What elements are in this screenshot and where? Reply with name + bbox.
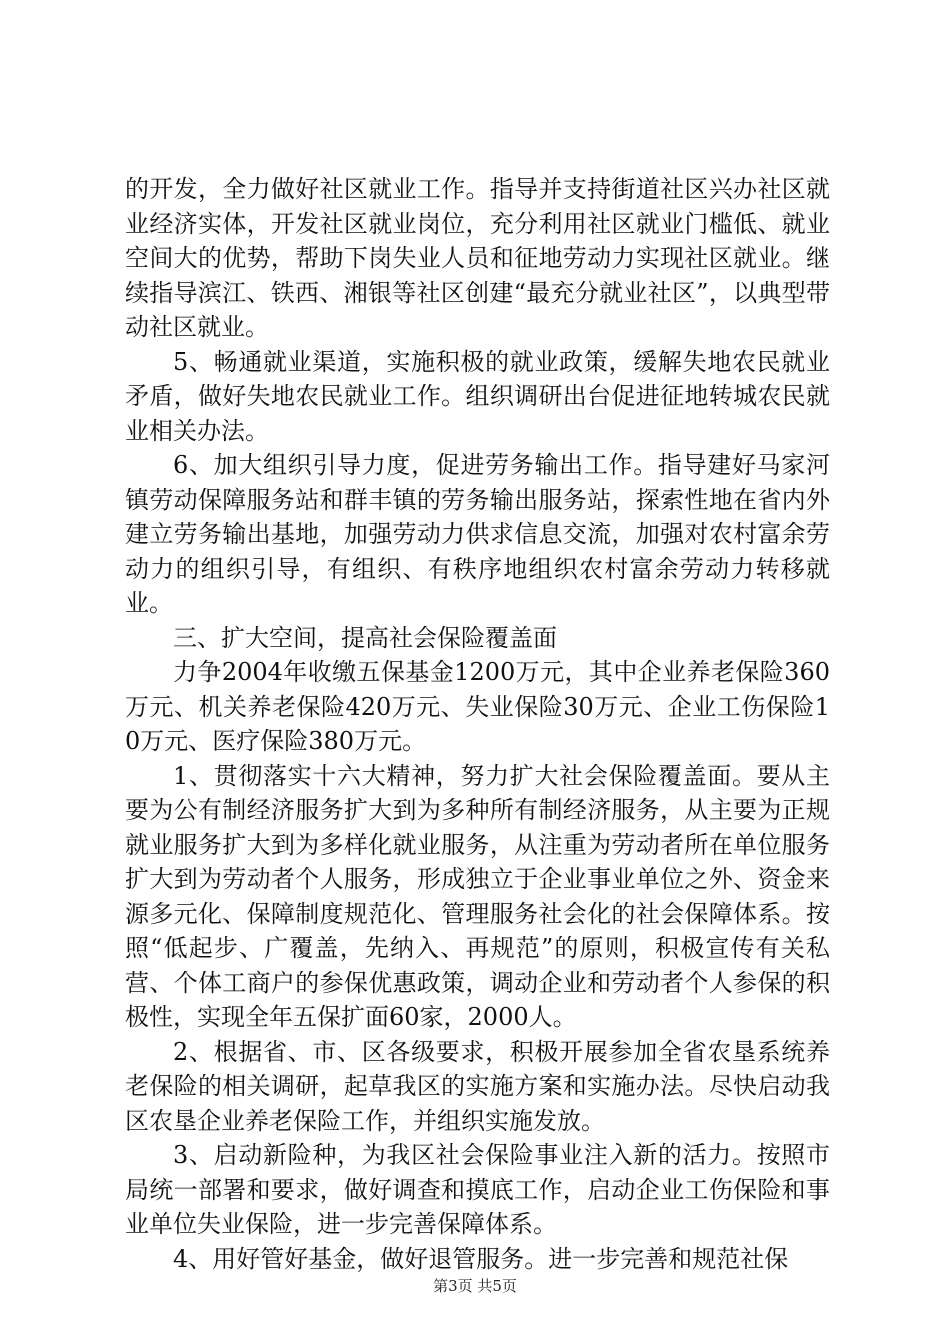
paragraph-continuation: 的开发，全力做好社区就业工作。指导并支持街道社区兴办社区就业经济实体，开发社区就业岗位，充分利用社区就业门槛低、就业空间大的优势，帮助下岗失业人员和征地劳动力实现社区就业。继续指导滨江、铁西、湘银等社区创建“最充分就业社区”，以典型带动社区就业。 [125,175,830,341]
paragraph-item-4: 4、用好管好基金，做好退管服务。进一步完善和规范社保 [173,1244,789,1273]
document-body [125,172,830,1276]
paragraph-item-6: 6、加大组织引导力度，促进劳务输出工作。指导建好马家河镇劳动保障服务站和群丰镇的劳务输出服务站，探索性地在省内外建立劳务输出基地，加强劳动力供求信息交流，加强对农村富余劳动力的组织引导，有组织、有秩序地组织农村富余劳动力转移就业。 [125,451,830,617]
paragraph-item-1: 1、贯彻落实十六大精神，努力扩大社会保险覆盖面。要从主要为公有制经济服务扩大到为多种所有制经济服务，从主要为正规就业服务扩大到为多样化就业服务，从注重为劳动者所在单位服务扩大到为劳动者个人服务，形成独立于企业事业单位之外、资金来源多元化、保障制度规范化、管理服务社会化的社会保障体系。按照“低起步、广覆盖，先纳入、再规范”的原则，积极宣传有关私营、个体工商户的参保优惠政策，调动企业和劳动者个人参保的积极性，实现全年五保扩面60家，2000人。 [125,761,830,1031]
paragraph-targets: 力争2004年收缴五保基金1200万元，其中企业养老保险360万元、机关养老保险420万元、失业保险30万元、企业工伤保险10万元、医疗保险380万元。 [125,658,830,755]
paragraph-item-3: 3、启动新险种，为我区社会保险事业注入新的活力。按照市局统一部署和要求，做好调查和摸底工作，启动企业工伤保险和事业单位失业保险，进一步完善保障体系。 [125,1141,830,1238]
paragraph-item-5: 5、畅通就业渠道，实施积极的就业政策，缓解失地农民就业矛盾，做好失地农民就业工作。组织调研出台促进征地转城农民就业相关办法。 [125,347,830,445]
section-heading-3: 三、扩大空间，提高社会保险覆盖面 [173,623,557,652]
page-footer: 第3页 共5页 [433,1277,517,1295]
paragraph-item-2: 2、根据省、市、区各级要求，积极开展参加全省农垦系统养老保险的相关调研，起草我区的实施方案和实施办法。尽快启动我区农垦企业养老保险工作，并组织实施发放。 [125,1037,830,1135]
